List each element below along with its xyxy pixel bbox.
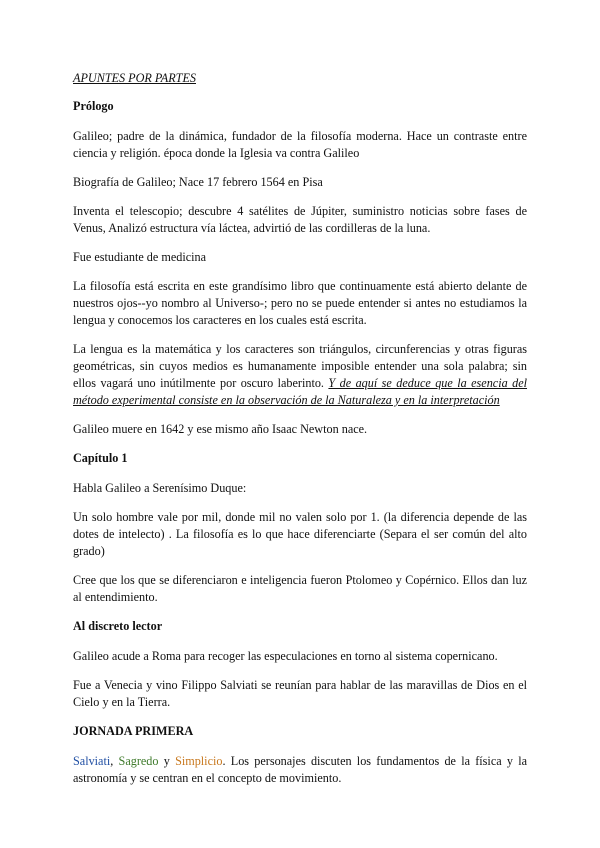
heading-prologo: Prólogo bbox=[73, 99, 114, 113]
paragraph: Habla Galileo a Serenísimo Duque: bbox=[73, 481, 247, 495]
paragraph: Biografía de Galileo; Nace 17 febrero 1564 en Pisa bbox=[73, 175, 323, 189]
paragraph: Fue a Venecia y vino Filippo Salviati se reunían para hablar de las maravillas de Dios en el Cielo y en la Tierra. bbox=[73, 678, 527, 709]
heading-capitulo-1: Capítulo 1 bbox=[73, 451, 128, 465]
paragraph: Cree que los que se diferenciaron e inteligencia fueron Ptolomeo y Copérnico. Ellos dan luz al entendimiento. bbox=[73, 573, 527, 604]
heading-jornada-primera: JORNADA PRIMERA bbox=[73, 724, 194, 738]
paragraph: Un solo hombre vale por mil, donde mil no valen solo por 1. (la diferencia depende de las dotes de intelecto) . La filosofía es lo que hace diferenciarte (Separa el ser común del alto grado) bbox=[73, 510, 527, 558]
paragraph: Galileo acude a Roma para recoger las especulaciones en torno al sistema copernicano. bbox=[73, 649, 498, 663]
character-sagredo: Sagredo bbox=[118, 754, 159, 768]
separator: , bbox=[110, 754, 119, 768]
paragraph-text: . Los personajes discuten los fundamentos de la física y la astronomía y se centran en el concepto de movimiento. bbox=[73, 754, 528, 785]
heading-al-discreto-lector: Al discreto lector bbox=[73, 619, 163, 633]
paragraph: Inventa el telescopio; descubre 4 satélites de Júpiter, suministro noticias sobre fases de Venus, Analizó estructura vía láctea, advirtió de las cordilleras de la luna. bbox=[73, 204, 527, 235]
paragraph: Galileo muere en 1642 y ese mismo año Isaac Newton nace. bbox=[73, 422, 368, 436]
character-salviati: Salviati bbox=[73, 754, 111, 768]
paragraph: Fue estudiante de medicina bbox=[73, 250, 207, 264]
paragraph bbox=[73, 753, 527, 787]
emphasized-text: Y de aquí se deduce que la esencia del método experimental consiste en la observación de la Naturaleza y en la interpretación bbox=[73, 376, 528, 407]
paragraph-text: La lengua es la matemática y los caracteres son triángulos, circunferencias y otras figuras geométricas, sin cuyos medios es humanamente imposible entender una sola palabra; sin ellos vagará uno inútilmente por oscuro laberinto. bbox=[73, 342, 527, 390]
document-title: APUNTES POR PARTES bbox=[73, 71, 196, 85]
paragraph: La filosofía está escrita en este grandísimo libro que continuamente está abierto delante de nuestros ojos--yo nombro al Universo-; pero no se puede entender si antes no estudiamos la lengua y conocemos los caracteres en los cuales está escrita. bbox=[73, 279, 527, 327]
separator: y bbox=[158, 754, 176, 768]
paragraph bbox=[73, 341, 527, 409]
character-simplicio: Simplicio bbox=[175, 754, 223, 768]
paragraph: Galileo; padre de la dinámica, fundador de la filosofía moderna. Hace un contraste entre ciencia y religión. época donde la Iglesia va contra Galileo bbox=[73, 129, 527, 160]
